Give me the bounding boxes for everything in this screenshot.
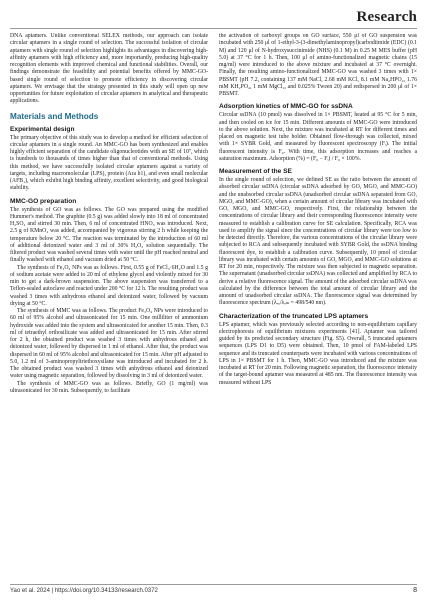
footer-divider xyxy=(10,584,417,585)
continuation-paragraph: the activation of carboxyl groups on GO surface, 550 μl of GO suspension was incubated with 250 μl of 1-ethyl-3-(3-dimethylaminopropyl)carbodiimide (EDC) (0.1 M) and 120 μl of N-hydroxysuccinimide (NHS) (0.1 M) in 0.25 M MES buffer (pH 5.0) at 37 °C for 1 h. Then, 100 μl of amino-functionalized magnetic chains (15 mg/ml) were introduced to the above mixture and incubated at 37 °C overnight. Finally, the resulting amino-functionalized MMC-GO was washed 3 times with 1× PBSMT (pH 7.2, containing 137 mM NaCl, 2.68 mM KCl, 8.1 mM Na₂HPO₄, 1.76 mM KH₂PO₄, 1 mM MgCl₂, and 0.025% Tween 20) and redispersed in 200 μl of 1× PBSMT. xyxy=(219,33,417,97)
page-number: 8 xyxy=(413,587,417,594)
experimental-design-paragraph: The primary objective of this study was to develop a method for efficient selection of circular aptamers in a single round. An MMC-GO has been synthesized and enables highly efficient separation of the candidate oligonucleotides with an SE of 10⁷, which is hundreds to thousands of times higher than that of conventional methods. Using this method, we have successfully isolated circular aptamers against a variety of targets, including macromolecular (LPS), protein (Ara h1), and even small molecular (AFB₁), which exhibit high binding affinity, excellent selectivity, and good biological stability. xyxy=(10,134,208,192)
lps-paragraph: LPS aptamer, which was previously selected according to non-equilibrium capillary electrophoresis of equilibrium mixtures experiments [41]. Aptamer was tailored guided by its predicted secondary structure (Fig. S5). Overall, 5 truncated aptamers sequences (LPS D1 to D5) were obtained. Then, 10 pmol of FAM-labeled LPS sequence and its truncated counterparts were incubated with various concentrations of LPS in 1× PBSMT for 1 h. Then, MMC-GO was introduced and the mixture was incubated at RT for 20 min. Following magnetic separation, the fluorescence intensity of the target-bound aptamer was measured at 485 nm. The fluorescence intensity was measured without LPS xyxy=(219,321,417,386)
subheading-measurement-se: Measurement of the SE xyxy=(219,168,292,175)
left-column xyxy=(10,33,208,578)
section-heading-materials-methods: Materials and Methods xyxy=(10,111,99,121)
se-paragraph: In the single round of selection, we defined SE as the ratio between the amount of absorbed circular ssDNA (circular ssDNA adsorbed by GO, MGO, and MMC-GO) and the unabsorbed circular ssDNA (unadsorbed circular ssDNA separated from GO, MGO, and MMC-GO), when a certain amount of circular library was incubated with GO, MGO, and MMC-GO, respectively. First, the relationship between the concentrations of circular library and their corresponding fluorescence intensity were measured to establish a calibration curve for SE calculation. Specifically, RCA was used to amplify the signal since the concentrations of circular library were too low to be detected directly. Therefore, the various concentrations of the circular library were subjected to RCA and subsequently incubated with SYBR Gold, the ssDNA binding fluorescent dye, to establish a calibration curve. Subsequently, 10 pmol of circular library was incubated with certain amounts of GO, MGO, and MMC-GO solutions at RT for 20 min, respectively. The mixture was then subjected to magnetic separation. The supernatant (unadsorbed circular ssDNA) was collected and amplified by RCA to derive a relative fluorescence signal. The amount of the adsorbed circular ssDNA was calculated by the difference between the total amount of circular library and the amount of unadsorbed circular ssDNA. The fluorescence signal was determined by fluorescence spectrum (λₑₓ/λₑₘ = 498/540 nm). xyxy=(219,177,417,307)
subheading-experimental-design: Experimental design xyxy=(10,125,75,133)
journal-title: Research xyxy=(356,9,417,25)
adsorption-paragraph: Circular ssDNA (10 pmol) was dissolved in 1× PBSMT, heated at 95 °C for 5 min, and then cooled on ice for 15 min. Different amounts of MMC-GO were introduced to the above solution. Next, the mixture was incubated at RT for different times and placed on magnetic test tube holder. Obtained flow-through was collected, mixed with 1× SYBR Gold, and measured by fluorescent spectroscopy (Fᵢ). The initial fluorescent intensity is F₀. With time, this adsorption increases and reaches a saturation maximum. Adsorption (%) = (F₀ − Fᵢ) / F₀ × 100%. xyxy=(219,112,417,162)
mmcgo-paragraph-mmc: The synthesis of MMC was as follows. The product Fe₃O₄ NPs were introduced to 60 ml of 95% alcohol and ultrasonicated for 15 min. One milliliter of ammonium hydroxide was added into the system and ultrasonicated for another 15 min. Then, 0.3 ml of tetraethyl orthosilicate was added and ultrasonicated for 15 min. After stirred for 2 h, the obtained product was washed 3 times with anhydrous ethanol and deionized water, followed by dispersed in 1 ml of ethanol. After that, the product was dispersed in 60 ml of 95% alcohol and ultrasonicated for 15 min. After pH adjusted to 5.0, 1.2 ml of 3-aminopropyltriethoxysilane was introduced and incubated for 2 h. The obtained product was washed 3 times with anhydrous ethanol and deionized water using magnetic separation, followed by dissolving in 3 ml of deionized water. xyxy=(10,308,208,380)
mmcgo-paragraph-go: The synthesis of GO was as follows. The GO was prepared using the modified Hummer's method. The graphite (0.5 g) was added slowly into 18 ml of concentrated H₂SO₄ and stirred 30 min. Then, 6 ml of concentrated HNO₃ was introduced. Next, 2.5 g of KMnO₄ was added, accompanied by vigorous stirring 2 h while keeping the temperature below 20 °C. The reaction was terminated by the introduction of 60 ml of additional deionized water and 3 ml of 30% H₂O₂ solution sequentially. The filtered product was washed several times with water until the pH reached neutral and finally washed with ethanol and vacuum dried at 50 °C. xyxy=(10,206,208,264)
mmcgo-paragraph-mmcgo: The synthesis of MMC-GO was as follows. Briefly, GO (1 mg/ml) was ultrasonicated for 30 min. Subsequently, to facilitate xyxy=(10,380,208,394)
header-divider xyxy=(10,28,417,29)
subheading-lps-aptamers: Characterization of the truncated LPS aptamers xyxy=(219,312,369,320)
footer-citation: Yao et al. 2024 | https://doi.org/10.34133/research.0372 xyxy=(10,588,158,594)
subheading-adsorption-kinetics: Adsorption kinetics of MMC-GO for ssDNA xyxy=(219,103,353,111)
subheading-mmcgo-preparation: MMC-GO preparation xyxy=(10,197,77,205)
intro-paragraph: DNA aptamers. Unlike conventional SELEX methods, our approach can isolate circular aptamers in a single round of selection. The successful isolation of circular aptamers with single round of selection highlights its advantages in discovering high-affinity aptamers with high efficiency and, more importantly, producing high-quality recognition elements with improved chemical and functional stabilities. Overall, our findings demonstrate the feasibility and potential benefits offered by MMC-GO-based single round of selection to promote efficiency in discovering circular aptamers. We envisage that the strategy presented in this study will open up new opportunities for future exploitation of circular aptamers in analytical and therapeutic applications. xyxy=(10,33,208,105)
right-column xyxy=(219,33,417,578)
mmcgo-paragraph-fe3o4: The synthesis of Fe₃O₄ NPs was as follows. First, 0.55 g of FeCl₃·6H₂O and 1.5 g of sodium acetate were added to 20 ml of ethylene glycol and violently mixed for 30 min to get a dark-brown suspension. The above suspension was transferred to a Teflon-sealed autoclave and reacted under 200 °C for 12 h. The resulting product was washed 3 times with anhydrous ethanol and deionized water, followed by vacuum drying at 50 °C. xyxy=(10,264,208,307)
